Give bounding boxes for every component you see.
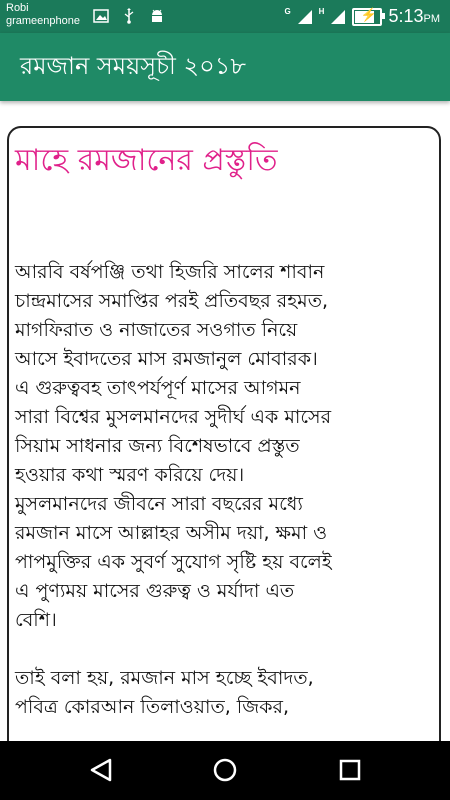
signal-icon: [297, 9, 313, 25]
status-indicators: [284, 6, 440, 27]
network-type-g: G: [284, 7, 291, 16]
status-bar: [0, 0, 450, 33]
usb-icon: [120, 7, 138, 25]
android-icon: [148, 7, 166, 25]
back-icon: [88, 757, 114, 783]
battery-icon: [352, 8, 382, 26]
article-heading: মাহে রমজানের প্রস্তুতি: [15, 143, 278, 178]
paragraph-2: তাই বলা হয়, রমজান মাস হচ্ছে ইবাদত, পবিত্র কোরআন তিলাওয়াত, জিকর,: [15, 667, 314, 718]
network-type-h: H: [318, 7, 325, 16]
recents-button[interactable]: [335, 755, 365, 785]
back-button[interactable]: [86, 755, 116, 785]
charging-icon: ⚡: [360, 6, 377, 22]
article-body: [15, 258, 435, 722]
carrier-info: [6, 2, 80, 28]
navigation-bar: [0, 741, 450, 800]
app-bar: [0, 33, 450, 101]
home-button[interactable]: [210, 755, 240, 785]
signal-icon-2: [330, 9, 346, 25]
app-title: রমজান সময়সূচী ২০১৮: [20, 52, 246, 80]
clock-time: 5:13: [388, 6, 424, 26]
content-card[interactable]: [7, 126, 441, 770]
home-icon: [212, 757, 238, 783]
carrier-name-2: grameenphone: [6, 15, 81, 27]
carrier-name-1: Robi: [6, 2, 29, 14]
clock: [388, 6, 440, 27]
notification-icons: [92, 7, 166, 25]
paragraph-1: আরবি বর্ষপঞ্জি তথা হিজরি সালের শাবান চান্দ্রমাসের সমাপ্তির পরই প্রতিবছর রহমত, মাগফিরাত ও নাজাতের সওগাত নিয়ে আসে ইবাদতের মাস রমজানুল মোবারক। এ গুরুত্ববহ তাৎপর্যপূর্ণ মাসের আগমন সারা বিশ্বের মুসলমানদের সুদীর্ঘ এক মাসের সিয়াম সাধনার জন্য বিশেষভাবে প্রস্তুত হওয়ার কথা স্মরণ করিয়ে দেয়। মুসলমানদের জীবনে সারা বছরের মধ্যে রমজান মাসে আল্লাহর অসীম দয়া, ক্ষমা ও পাপমুক্তির এক সুবর্ণ সুযোগ সৃষ্টি হয় বলেই এ পুণ্যময় মাসের গুরুত্ব ও মর্যাদা এত বেশি।: [15, 261, 332, 631]
clock-suffix: PM: [423, 13, 440, 25]
recents-icon: [338, 758, 362, 782]
image-icon: [92, 7, 110, 25]
